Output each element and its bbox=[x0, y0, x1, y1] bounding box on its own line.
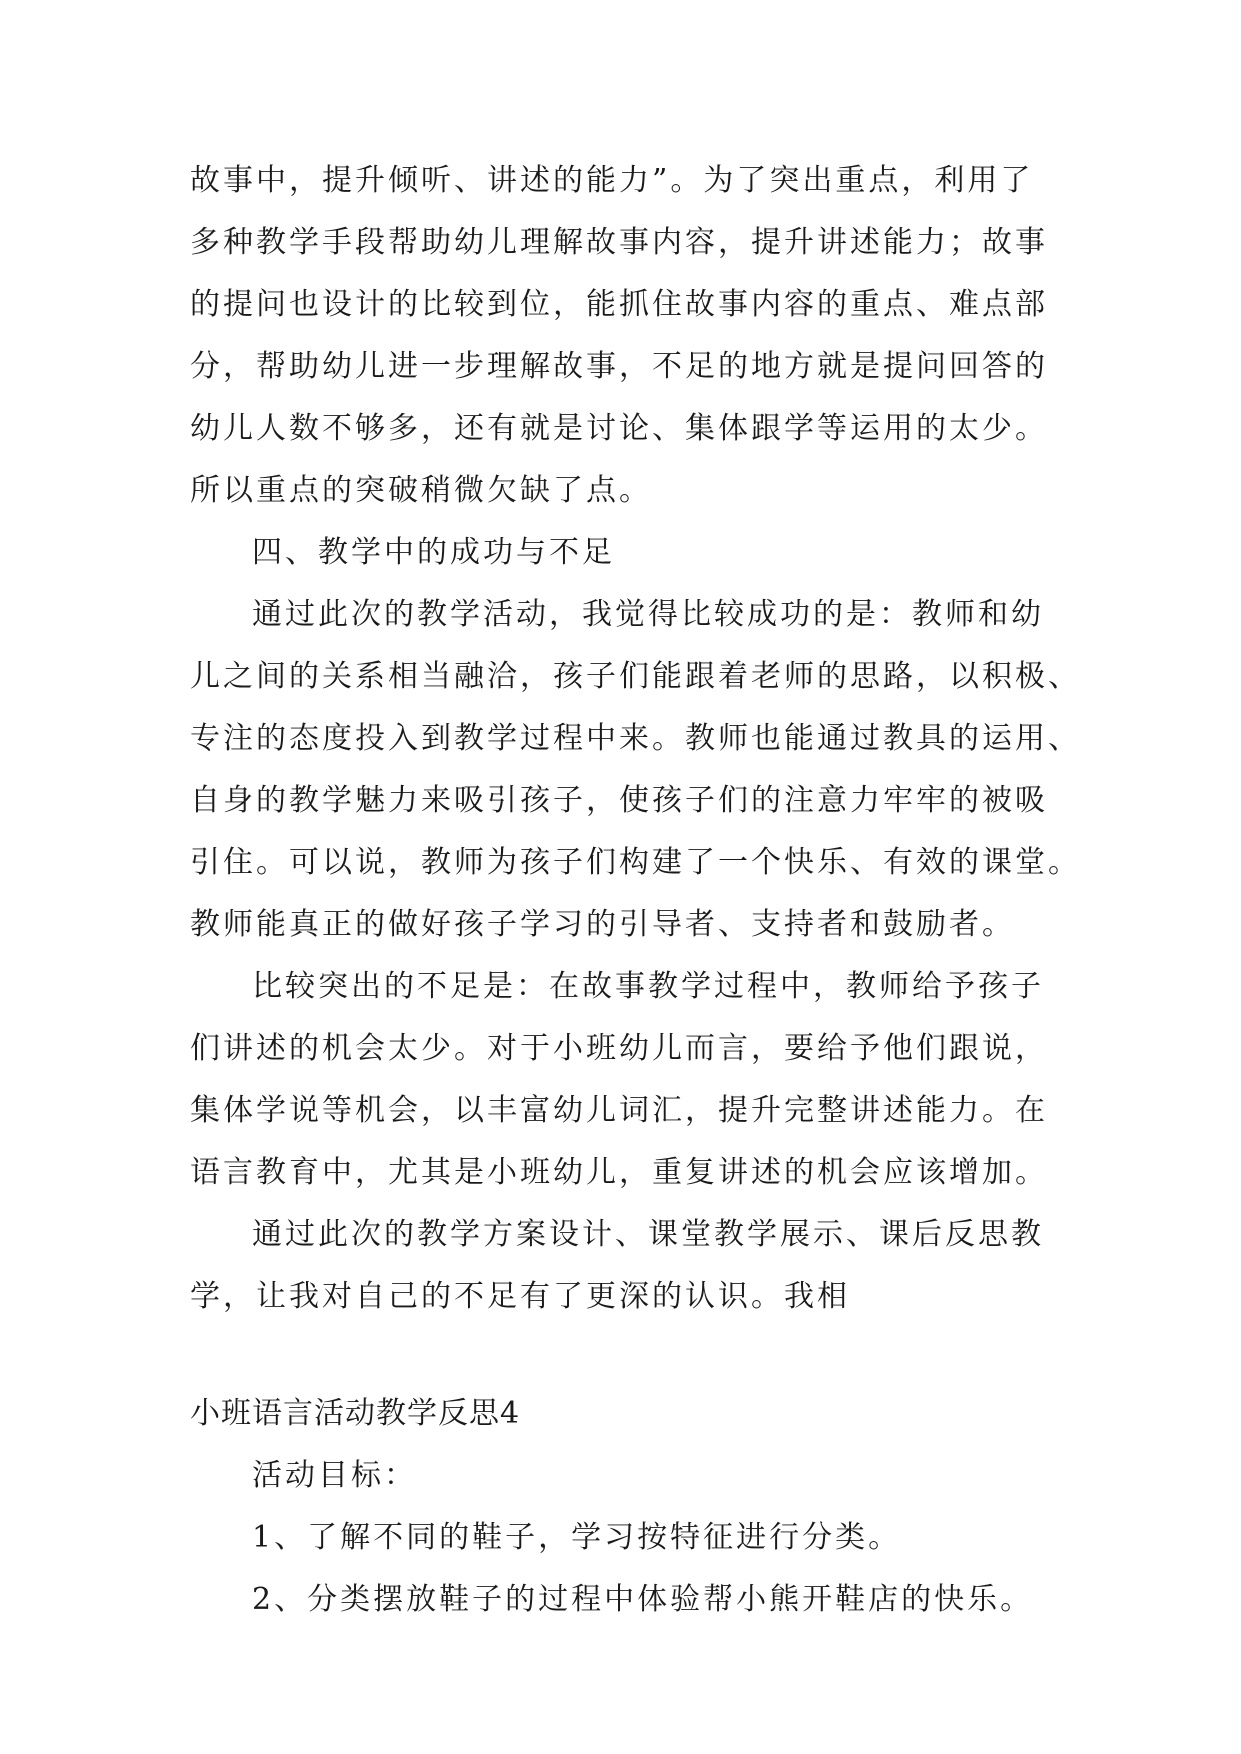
text-line: 活动目标： bbox=[252, 1458, 417, 1493]
text-line: 专注的态度投入到教学过程中来。教师也能通过教具的运用、 bbox=[190, 721, 1081, 756]
text-line: 引住。可以说，教师为孩子们构建了一个快乐、有效的课堂。 bbox=[190, 845, 1081, 880]
text-line: 集体学说等机会，以丰富幼儿词汇，提升完整讲述能力。在 bbox=[190, 1093, 1048, 1128]
text-line: 故事中，提升倾听、讲述的能力”。为了突出重点，利用了 bbox=[190, 163, 1034, 198]
text-line: 1、了解不同的鞋子，学习按特征进行分类。 bbox=[252, 1520, 902, 1555]
text-line: 语言教育中，尤其是小班幼儿，重复讲述的机会应该增加。 bbox=[190, 1155, 1048, 1190]
text-line: 的提问也设计的比较到位，能抓住故事内容的重点、难点部 bbox=[190, 287, 1048, 322]
activity-goals-block bbox=[190, 1445, 1070, 1631]
section-gap bbox=[190, 1328, 1070, 1383]
text-line: 多种教学手段帮助幼儿理解故事内容，提升讲述能力；故事 bbox=[190, 225, 1048, 260]
text-line: 比较突出的不足是：在故事教学过程中，教师给予孩子 bbox=[252, 969, 1044, 1004]
text-line: 学，让我对自己的不足有了更深的认识。我相 bbox=[190, 1279, 850, 1314]
body-text-block bbox=[190, 150, 1081, 1328]
text-line: 2、分类摆放鞋子的过程中体验帮小熊开鞋店的快乐。 bbox=[252, 1582, 1034, 1617]
text-line: 分，帮助幼儿进一步理解故事，不足的地方就是提问回答的 bbox=[190, 349, 1048, 384]
text-line: 四、教学中的成功与不足 bbox=[252, 535, 615, 570]
text-line: 幼儿人数不够多，还有就是讨论、集体跟学等运用的太少。 bbox=[190, 411, 1048, 446]
text-line: 教师能真正的做好孩子学习的引导者、支持者和鼓励者。 bbox=[190, 907, 1015, 942]
document-page bbox=[190, 150, 1081, 1631]
text-line: 通过此次的教学活动，我觉得比较成功的是：教师和幼 bbox=[252, 597, 1044, 632]
text-line: 通过此次的教学方案设计、课堂教学展示、课后反思教 bbox=[252, 1217, 1044, 1252]
text-line: 所以重点的突破稍微欠缺了点。 bbox=[190, 473, 652, 508]
text-line: 们讲述的机会太少。对于小班幼儿而言，要给予他们跟说， bbox=[190, 1031, 1048, 1066]
text-line: 自身的教学魅力来吸引孩子，使孩子们的注意力牢牢的被吸 bbox=[190, 783, 1048, 818]
text-line: 儿之间的关系相当融洽，孩子们能跟着老师的思路，以积极、 bbox=[190, 659, 1081, 694]
section-title: 小班语言活动教学反思4 bbox=[190, 1396, 521, 1431]
